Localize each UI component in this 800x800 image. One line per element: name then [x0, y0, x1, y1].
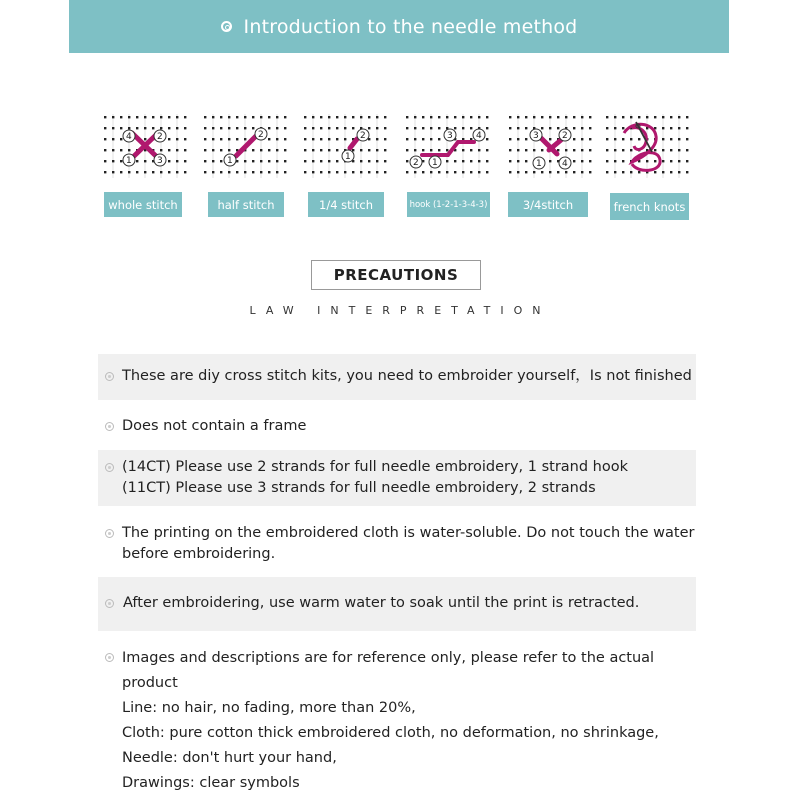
note-line: Line: no hair, no fading, more than 20%,	[122, 700, 416, 716]
note-line: Does not contain a frame	[122, 418, 307, 434]
svg-text:2: 2	[258, 130, 264, 140]
stitch-whole-diagram	[100, 108, 190, 178]
precautions-subtitle: LAW INTERPRETATION	[249, 304, 551, 317]
stitch-quarter-diagram	[300, 108, 390, 178]
note-item	[98, 404, 696, 448]
stitch-label-french-knots: french knots	[610, 193, 689, 220]
note-item	[98, 354, 696, 400]
note-line: After embroidering, use warm water to soak until the print is retracted.	[123, 595, 640, 611]
svg-text:1: 1	[432, 158, 438, 168]
note-item	[98, 514, 696, 572]
svg-text:2: 2	[157, 132, 163, 142]
bullet-icon	[105, 372, 114, 381]
svg-text:4: 4	[126, 132, 132, 142]
svg-text:4: 4	[476, 131, 482, 141]
half-stitch-icon	[200, 108, 290, 178]
note-line: (14CT) Please use 2 strands for full needle embroidery, 1 strand hook	[122, 459, 629, 475]
three-quarter-stitch-icon	[505, 108, 595, 178]
svg-text:3: 3	[157, 156, 163, 166]
banner-title: Introduction to the needle method	[243, 15, 578, 38]
svg-text:1: 1	[126, 156, 132, 166]
svg-text:1: 1	[227, 156, 233, 166]
stitch-half-diagram	[200, 108, 290, 178]
svg-text:4: 4	[562, 159, 568, 169]
note-line: These are diy cross stitch kits, you need to embroider yourself，Is not finished	[122, 368, 692, 384]
note-line: (11CT) Please use 3 strands for full needle embroidery, 2 strands	[122, 480, 596, 496]
bullet-icon	[105, 653, 114, 662]
note-line: Images and descriptions are for reference only, please refer to the actual product	[122, 650, 655, 691]
stitch-label-whole: whole stitch	[104, 192, 182, 217]
french-knot-icon	[602, 108, 702, 178]
svg-text:1: 1	[345, 152, 351, 162]
svg-text:3: 3	[447, 131, 453, 141]
ring-icon	[221, 21, 232, 32]
bullet-icon	[105, 599, 114, 608]
svg-text:3: 3	[533, 131, 539, 141]
note-item	[98, 646, 696, 791]
stitch-hook-diagram	[402, 108, 492, 178]
stitch-french-knots-diagram	[602, 108, 692, 178]
stitch-three-quarter-diagram	[505, 108, 595, 178]
stitch-label-quarter: 1/4 stitch	[308, 192, 384, 217]
note-line: Drawings: clear symbols	[122, 775, 300, 791]
svg-text:1: 1	[536, 159, 542, 169]
note-line: before embroidering.	[122, 546, 276, 562]
note-line: Cloth: pure cotton thick embroidered cloth, no deformation, no shrinkage,	[122, 725, 659, 741]
bullet-icon	[105, 463, 114, 472]
note-item	[98, 450, 696, 506]
bullet-icon	[105, 422, 114, 431]
svg-text:2: 2	[413, 158, 419, 168]
svg-text:2: 2	[562, 131, 568, 141]
stitch-label-hook: hook (1-2-1-3-4-3)	[407, 192, 490, 217]
quarter-stitch-icon	[300, 108, 390, 178]
stitch-label-three-quarter: 3/4stitch	[508, 192, 588, 217]
bullet-icon	[105, 529, 114, 538]
note-line: Needle: don't hurt your hand,	[122, 750, 337, 766]
whole-stitch-icon	[100, 108, 190, 178]
stitch-diagrams	[0, 108, 800, 228]
svg-text:2: 2	[360, 131, 366, 141]
note-item	[98, 577, 696, 631]
header-banner	[69, 0, 729, 53]
stitch-label-half: half stitch	[208, 192, 284, 217]
note-line: The printing on the embroidered cloth is water-soluble. Do not touch the water	[122, 525, 695, 541]
precautions-title: PRECAUTIONS	[311, 260, 481, 290]
hook-stitch-icon	[402, 108, 492, 178]
